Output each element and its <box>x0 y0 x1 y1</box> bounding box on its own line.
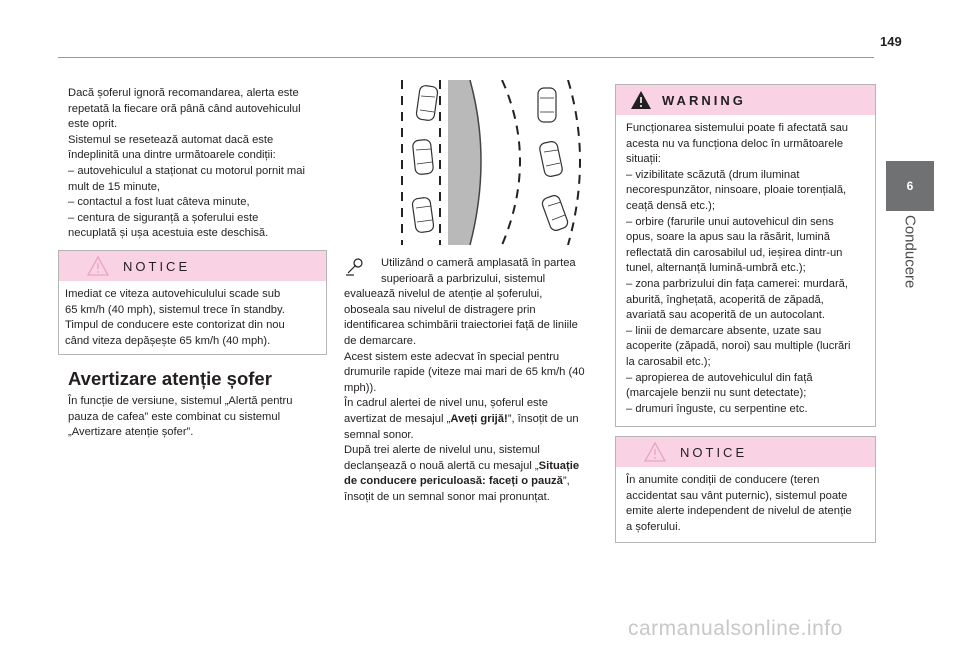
warning-triangle-icon <box>644 442 666 462</box>
alert-message-2a: Situație <box>538 459 580 472</box>
notice-box-1 <box>58 250 327 355</box>
text-line: îndeplinită una dintre următoarele condiții: <box>68 149 276 162</box>
text-line: oboseala sau nivelul de distragere prin <box>344 303 536 316</box>
text-line <box>344 459 606 475</box>
text-line: „Avertizare atenție șofer”. <box>68 426 194 439</box>
text-line: este oprit. <box>68 118 118 131</box>
text-line: În funcție de versiune, sistemul „Alertă pentru <box>68 395 293 407</box>
watermark: carmanualsonline.info <box>628 617 843 640</box>
alert-message-2b: de conducere periculoasă: faceți o pauză <box>344 475 563 488</box>
warning-line: – linii de demarcare absente, uzate sau <box>626 324 822 337</box>
warning-line: la carosabil etc.); <box>626 355 711 368</box>
chapter-title: Conducere <box>901 215 919 289</box>
text-line: – contactul a fost luat câteva minute, <box>68 196 250 209</box>
text-line: superioară a parbrizului, sistemul <box>381 272 546 285</box>
warning-line: (marcajele benzii nu sunt detectate); <box>626 387 807 400</box>
text-run: ”, însoțit de un <box>507 412 579 425</box>
notice-title: NOTICE <box>680 444 748 460</box>
warning-line: – vizibilitate scăzută (drum iluminat <box>626 168 800 181</box>
text-line: repetată la fiecare oră până când autovehiculul <box>68 102 301 115</box>
text-line: pauza de cafea” este combinat cu sistemul <box>68 410 281 423</box>
col1-intro <box>68 394 328 441</box>
warning-line: acesta nu va funcționa deloc în următoarele <box>626 137 844 150</box>
warning-line: tunel, alternanță lumină-umbră etc.); <box>626 262 806 275</box>
text-line: Dacă șoferul ignoră recomandarea, alerta este <box>68 87 299 99</box>
warning-triangle-icon <box>630 90 652 110</box>
warning-line: – apropierea de autovehiculul din față <box>626 371 813 384</box>
text-line: identificarea schimbării traiectoriei față de liniile <box>344 319 578 332</box>
notice-title: NOTICE <box>123 258 191 274</box>
chapter-tab[interactable]: 6 <box>886 161 934 211</box>
alert-message-1: Aveți grijă! <box>450 412 508 425</box>
notice-line: accidentat sau vânt puternic), sistemul poate <box>626 489 848 502</box>
text-line <box>344 474 606 490</box>
text-line: necuplată și ușa acestuia este deschisă. <box>68 227 269 240</box>
warning-line: aburită, înghețată, acoperită de zăpadă, <box>626 293 824 306</box>
notice-line: când viteza depășește 65 km/h (40 mph). <box>65 334 271 347</box>
notice-line: În anumite condiții de conducere (teren <box>626 474 820 486</box>
warning-line: Funcționarea sistemului poate fi afectată sau <box>626 122 849 134</box>
text-line: Sistemul se resetează automat dacă este <box>68 133 274 146</box>
warning-line: situații: <box>626 153 661 166</box>
text-line: – autovehiculul a staționat cu motorul pornit mai <box>68 164 305 177</box>
warning-line: necorespunzător, ninsoare, ploaie torențială, <box>626 184 847 197</box>
notice-line: Imediat ce viteza autovehiculului scade sub <box>65 288 281 300</box>
text-line: mult de 15 minute, <box>68 180 161 193</box>
lane-drift-illustration <box>342 80 598 245</box>
text-line: Utilizând o cameră amplasată în partea <box>381 257 576 269</box>
warning-line: – orbire (farurile unui autovehicul din sens <box>626 215 834 228</box>
chapter-label <box>866 215 954 335</box>
text-line <box>344 412 606 428</box>
warning-line: – zona parbrizului din fața camerei: murdară, <box>626 277 848 290</box>
section-heading: Avertizare atenție șofer <box>68 368 272 389</box>
warning-header <box>616 85 875 115</box>
notice-header <box>59 251 326 281</box>
text-line: evaluează nivelul de atenție al șoferului, <box>344 288 543 301</box>
notice-header <box>616 437 875 467</box>
notice-box-2 <box>615 436 876 543</box>
text-line: semnal sonor. <box>344 428 414 441</box>
text-run: avertizat de mesajul „ <box>344 412 451 425</box>
warning-line: ceață densă etc.); <box>626 199 715 212</box>
warning-line: avariată sau acoperită de un autocolant. <box>626 309 826 322</box>
text-line: – centura de siguranță a șoferului este <box>68 211 259 224</box>
text-line: După trei alerte de nivelul unu, sistemul <box>344 444 540 457</box>
notice-line: 65 km/h (40 mph), sistemul trece în standby. <box>65 303 285 316</box>
road-diagram <box>342 80 598 245</box>
notice-body <box>616 467 875 541</box>
warning-line: acoperite (zăpadă, noroi) sau multiple (lucrări <box>626 340 851 353</box>
header-rule <box>58 57 874 58</box>
col1-text <box>68 86 328 242</box>
warning-line: reflectată din carosabilul ud, ieșirea dintr-un <box>626 246 843 259</box>
notice-line: Timpul de conducere este contorizat din nou <box>65 319 285 332</box>
warning-triangle-icon <box>87 256 109 276</box>
notice-body <box>59 281 326 355</box>
text-line: În cadrul alertei de nivel unu, șoferul este <box>344 397 548 410</box>
warning-line: opus, soare la apus sau la răsărit, lumină <box>626 231 830 244</box>
text-run: declanșează o nouă alertă cu mesajul „ <box>344 459 539 472</box>
text-line: de demarcare. <box>344 334 417 347</box>
warning-line: – drumuri înguste, cu serpentine etc. <box>626 402 808 415</box>
notice-line: a șoferului. <box>626 520 681 533</box>
text-run: ”, <box>562 475 570 488</box>
warning-title: WARNING <box>662 92 746 108</box>
text-line: mph)). <box>344 381 377 394</box>
text-line: însoțit de un semnal sonor mai pronunțat. <box>344 490 550 503</box>
text-line: Acest sistem este adecvat în special pentru <box>344 350 560 363</box>
col2-text <box>344 256 606 506</box>
warning-body <box>616 115 875 423</box>
page-number: 149 <box>880 34 902 49</box>
text-line: drumurile rapide (viteze mai mari de 65 km/h (40 <box>344 366 585 379</box>
notice-line: emite alerte independent de nivelul de atenție <box>626 505 852 518</box>
warning-box <box>615 84 876 427</box>
